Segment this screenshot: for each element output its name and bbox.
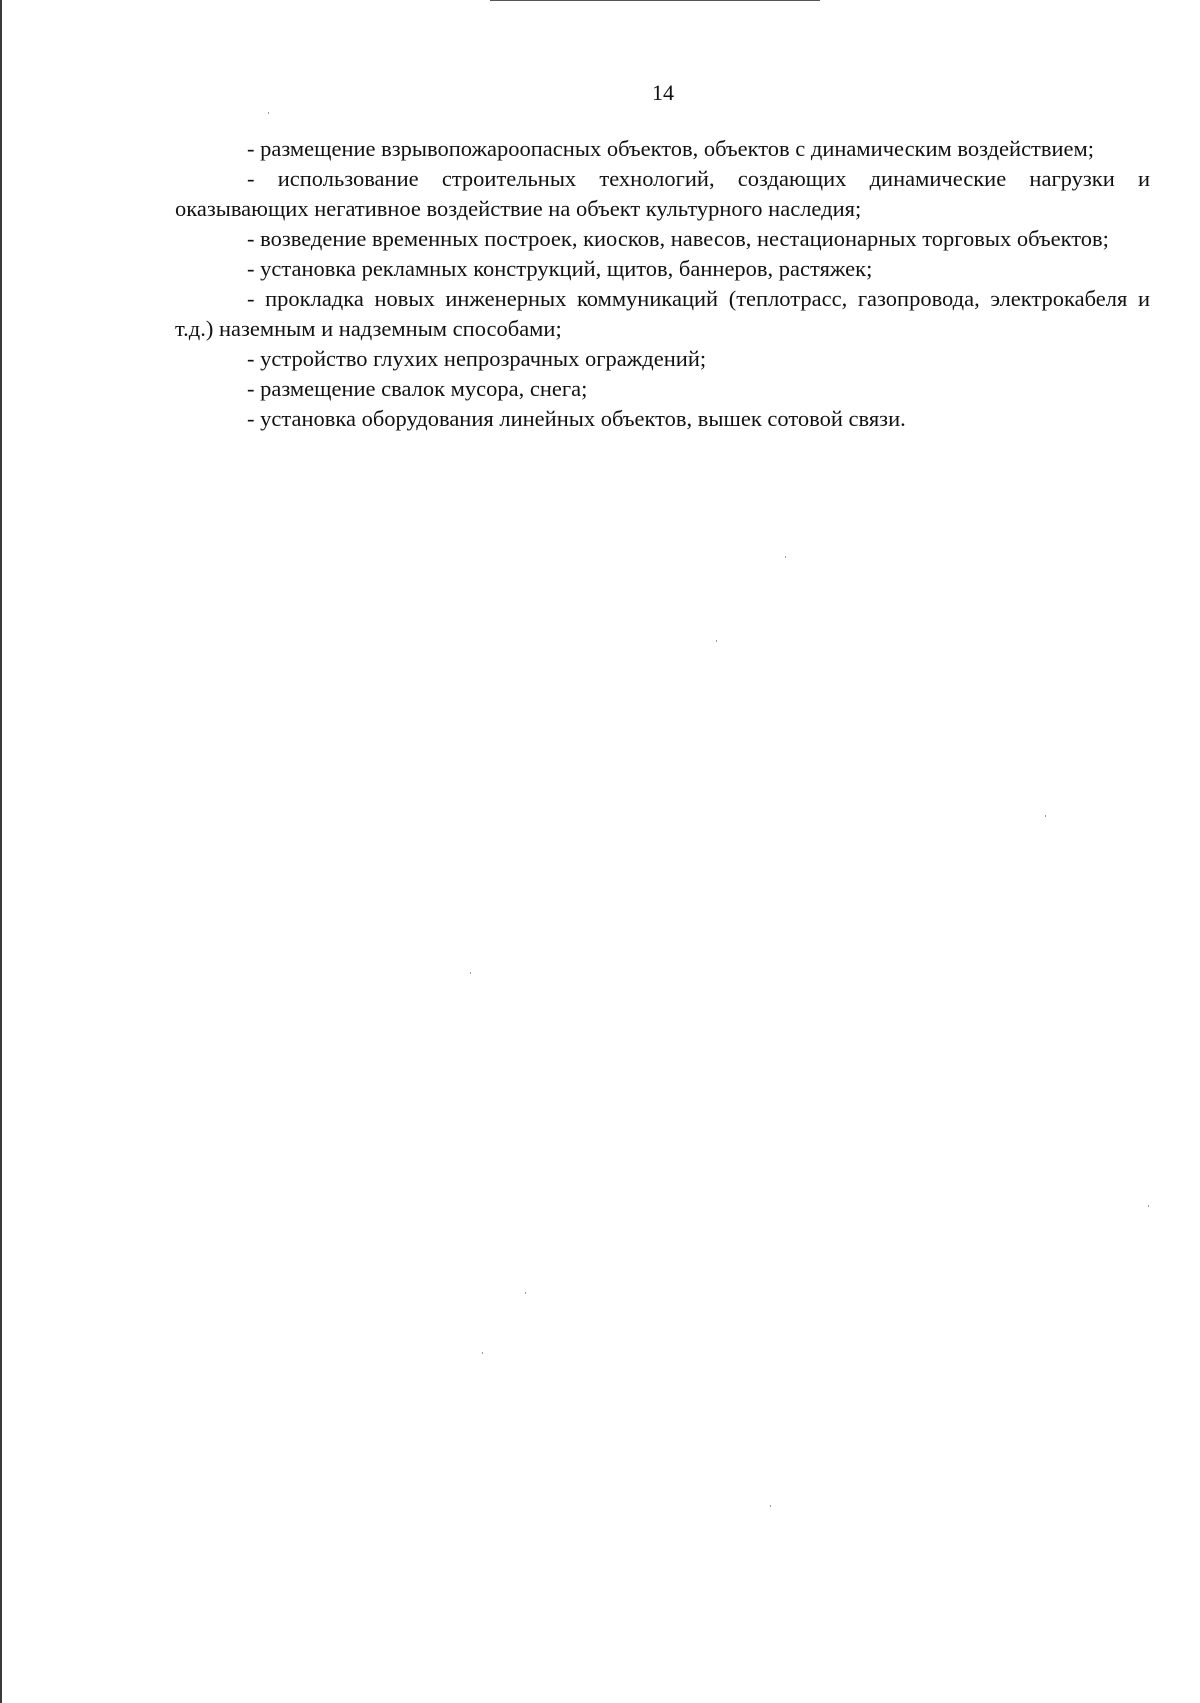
list-item: - установка оборудования линейных объектов, вышек сотовой связи. [247,406,906,431]
scan-speck [470,972,471,974]
list-item: - размещение взрывопожароопасных объектов, объектов с динамическим воздействием; [247,136,1095,161]
document-body [175,134,1150,434]
list-item: - прокладка новых инженерных коммуникаций (теплотрасс, газопровода, электрокабеля и т.д.) наземным и надземным способами; [175,286,1150,341]
scan-speck [716,640,717,642]
scan-speck [268,112,269,114]
list-item: - возведение временных построек, киосков, навесов, нестационарных торговых объектов; [247,226,1109,251]
page-number: 14 [652,80,674,105]
scan-left-edge [0,0,2,1703]
scan-top-edge [490,0,820,1]
list-item: - установка рекламных конструкций, щитов, баннеров, растяжек; [247,256,873,281]
list-item: - использование строительных технологий, создающих динамические нагрузки и оказывающих негативное воздействие на объект культурного наследия; [175,166,1150,221]
scan-speck [525,1292,526,1294]
scan-speck [1045,815,1046,817]
scan-speck [1148,1205,1149,1207]
scan-speck [482,1352,483,1354]
list-item: - устройство глухих непрозрачных ограждений; [247,346,707,371]
scan-speck [770,1505,771,1507]
scan-speck [785,556,786,558]
list-item: - размещение свалок мусора, снега; [247,376,588,401]
